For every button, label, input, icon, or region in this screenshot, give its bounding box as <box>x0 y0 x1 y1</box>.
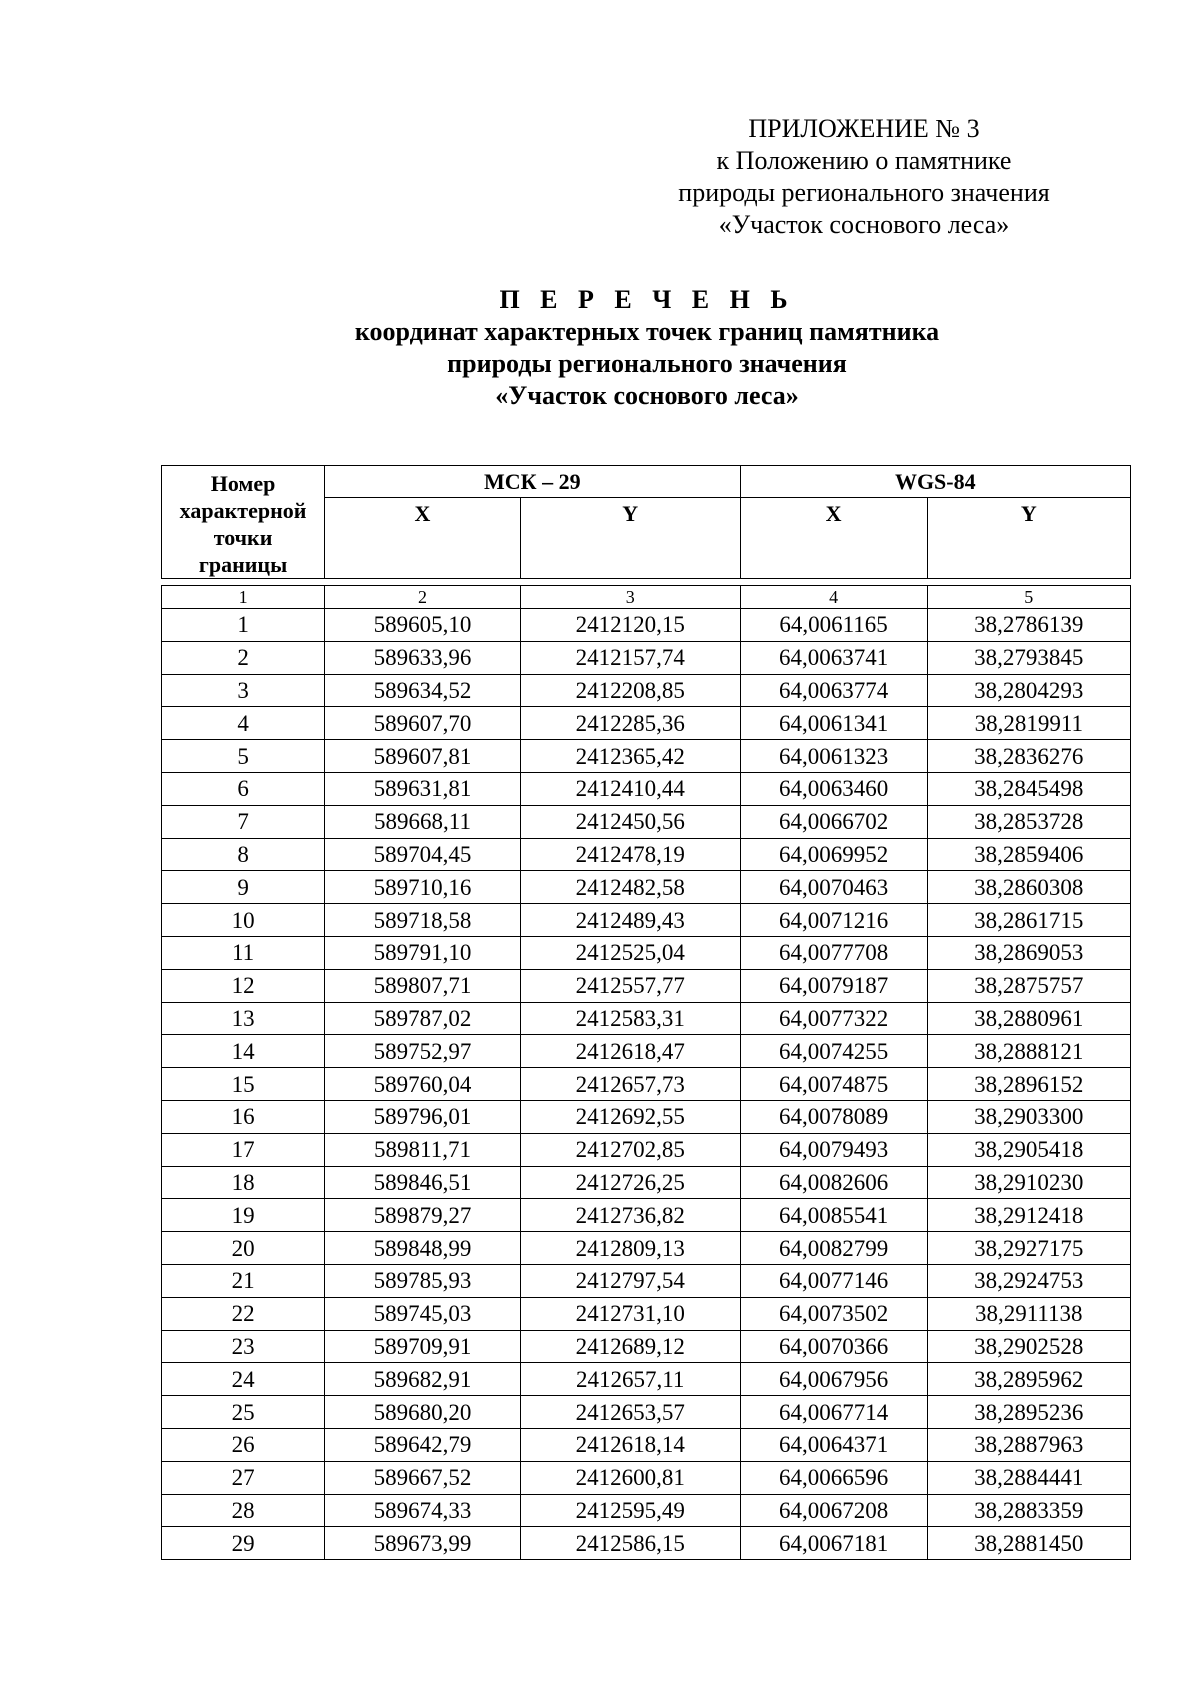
wgs-y-cell: 38,2888121 <box>927 1035 1130 1068</box>
wgs-y-cell: 38,2875757 <box>927 969 1130 1002</box>
column-index-row <box>162 586 1131 609</box>
wgs-x-cell: 64,0061165 <box>740 609 927 642</box>
table-row <box>162 1527 1131 1560</box>
wgs-x-cell: 64,0067714 <box>740 1396 927 1429</box>
msk-y-cell: 2412736,82 <box>520 1199 740 1232</box>
wgs-y-cell: 38,2880961 <box>927 1002 1130 1035</box>
title-line-2: координат характерных точек границ памятника <box>354 317 940 346</box>
wgs-x-cell: 64,0071216 <box>740 904 927 937</box>
wgs-x-cell: 64,0070366 <box>740 1330 927 1363</box>
table-row <box>162 1363 1131 1396</box>
msk-x-cell: 589791,10 <box>325 936 521 969</box>
msk-x-cell: 589785,93 <box>325 1264 521 1297</box>
point-number-cell: 3 <box>162 674 325 707</box>
msk-y-cell: 2412478,19 <box>520 838 740 871</box>
table-row <box>162 1396 1131 1429</box>
appendix-header <box>600 113 1128 241</box>
wgs-x-cell: 64,0074255 <box>740 1035 927 1068</box>
wgs-y-cell: 38,2853728 <box>927 805 1130 838</box>
wgs-y-cell: 38,2912418 <box>927 1199 1130 1232</box>
table-row <box>162 674 1131 707</box>
table-row <box>162 641 1131 674</box>
wgs-y-cell: 38,2881450 <box>927 1527 1130 1560</box>
msk-y-cell: 2412157,74 <box>520 641 740 674</box>
wgs-y-cell: 38,2927175 <box>927 1232 1130 1265</box>
point-number-cell: 23 <box>162 1330 325 1363</box>
wgs-x-cell: 64,0070463 <box>740 871 927 904</box>
table-row <box>162 1035 1131 1068</box>
wgs-y-cell: 38,2786139 <box>927 609 1130 642</box>
table-row <box>162 1494 1131 1527</box>
table-row <box>162 904 1131 937</box>
wgs-x-cell: 64,0066596 <box>740 1461 927 1494</box>
msk-y-cell: 2412600,81 <box>520 1461 740 1494</box>
wgs-y-cell: 38,2896152 <box>927 1068 1130 1101</box>
point-number-cell: 26 <box>162 1428 325 1461</box>
title-main: П Е Р Е Ч Е Н Ь <box>499 285 795 314</box>
point-number-cell: 11 <box>162 936 325 969</box>
wgs-y-cell: 38,2869053 <box>927 936 1130 969</box>
title-line-4: «Участок соснового леса» <box>495 381 799 410</box>
msk-x-cell: 589709,91 <box>325 1330 521 1363</box>
point-number-cell: 24 <box>162 1363 325 1396</box>
point-number-cell: 19 <box>162 1199 325 1232</box>
wgs-y-cell: 38,2910230 <box>927 1166 1130 1199</box>
point-number-cell: 25 <box>162 1396 325 1429</box>
msk-x-cell: 589605,10 <box>325 609 521 642</box>
msk-y-cell: 2412726,25 <box>520 1166 740 1199</box>
column-index: 4 <box>740 586 927 609</box>
wgs-x-cell: 64,0077322 <box>740 1002 927 1035</box>
msk-x-cell: 589752,97 <box>325 1035 521 1068</box>
point-number-cell: 20 <box>162 1232 325 1265</box>
wgs-x-cell: 64,0067208 <box>740 1494 927 1527</box>
msk-x-cell: 589760,04 <box>325 1068 521 1101</box>
msk-y-cell: 2412285,36 <box>520 707 740 740</box>
wgs-x-cell: 64,0063774 <box>740 674 927 707</box>
wgs-x-cell: 64,0061323 <box>740 740 927 773</box>
wgs-y-cell: 38,2860308 <box>927 871 1130 904</box>
table-row <box>162 1428 1131 1461</box>
wgs-x-cell: 64,0063741 <box>740 641 927 674</box>
wgs-y-cell: 38,2905418 <box>927 1133 1130 1166</box>
point-number-cell: 17 <box>162 1133 325 1166</box>
appendix-reference-line3: «Участок соснового леса» <box>718 210 1010 239</box>
table-row <box>162 1232 1131 1265</box>
table-row <box>162 1264 1131 1297</box>
wgs-x-cell: 64,0079187 <box>740 969 927 1002</box>
msk-x-cell: 589718,58 <box>325 904 521 937</box>
header-point-number-line4: границы <box>198 552 288 577</box>
msk-y-cell: 2412692,55 <box>520 1100 740 1133</box>
point-number-cell: 2 <box>162 641 325 674</box>
table-row <box>162 1461 1131 1494</box>
point-number-cell: 29 <box>162 1527 325 1560</box>
msk-x-cell: 589846,51 <box>325 1166 521 1199</box>
wgs-y-cell: 38,2845498 <box>927 772 1130 805</box>
msk-y-cell: 2412557,77 <box>520 969 740 1002</box>
wgs-y-cell: 38,2911138 <box>927 1297 1130 1330</box>
msk-y-cell: 2412595,49 <box>520 1494 740 1527</box>
wgs-y-cell: 38,2861715 <box>927 904 1130 937</box>
header-wgs-y: Y <box>927 498 1130 579</box>
msk-x-cell: 589796,01 <box>325 1100 521 1133</box>
table-row <box>162 1297 1131 1330</box>
msk-x-cell: 589745,03 <box>325 1297 521 1330</box>
wgs-y-cell: 38,2859406 <box>927 838 1130 871</box>
wgs-x-cell: 64,0082606 <box>740 1166 927 1199</box>
appendix-number: ПРИЛОЖЕНИЕ № 3 <box>748 114 980 143</box>
coordinates-table-header <box>161 465 1131 579</box>
msk-y-cell: 2412489,43 <box>520 904 740 937</box>
document-title <box>150 284 1144 412</box>
msk-y-cell: 2412583,31 <box>520 1002 740 1035</box>
wgs-x-cell: 64,0066702 <box>740 805 927 838</box>
msk-y-cell: 2412657,11 <box>520 1363 740 1396</box>
header-wgs-x: X <box>740 498 927 579</box>
table-row <box>162 969 1131 1002</box>
header-msk-x: X <box>325 498 521 579</box>
table-row <box>162 871 1131 904</box>
wgs-x-cell: 64,0078089 <box>740 1100 927 1133</box>
wgs-x-cell: 64,0067956 <box>740 1363 927 1396</box>
msk-y-cell: 2412657,73 <box>520 1068 740 1101</box>
point-number-cell: 14 <box>162 1035 325 1068</box>
msk-x-cell: 589634,52 <box>325 674 521 707</box>
column-index: 1 <box>162 586 325 609</box>
point-number-cell: 7 <box>162 805 325 838</box>
wgs-y-cell: 38,2895236 <box>927 1396 1130 1429</box>
msk-x-cell: 589668,11 <box>325 805 521 838</box>
title-line-3: природы регионального значения <box>447 349 847 378</box>
point-number-cell: 12 <box>162 969 325 1002</box>
msk-x-cell: 589710,16 <box>325 871 521 904</box>
wgs-x-cell: 64,0061341 <box>740 707 927 740</box>
point-number-cell: 28 <box>162 1494 325 1527</box>
table-row <box>162 1100 1131 1133</box>
wgs-x-cell: 64,0064371 <box>740 1428 927 1461</box>
point-number-cell: 5 <box>162 740 325 773</box>
wgs-y-cell: 38,2924753 <box>927 1264 1130 1297</box>
wgs-y-cell: 38,2895962 <box>927 1363 1130 1396</box>
column-index: 5 <box>927 586 1130 609</box>
msk-y-cell: 2412618,47 <box>520 1035 740 1068</box>
table-row <box>162 1133 1131 1166</box>
table-row <box>162 1330 1131 1363</box>
wgs-x-cell: 64,0067181 <box>740 1527 927 1560</box>
msk-x-cell: 589704,45 <box>325 838 521 871</box>
msk-y-cell: 2412809,13 <box>520 1232 740 1265</box>
wgs-x-cell: 64,0069952 <box>740 838 927 871</box>
msk-y-cell: 2412586,15 <box>520 1527 740 1560</box>
table-row <box>162 805 1131 838</box>
wgs-x-cell: 64,0073502 <box>740 1297 927 1330</box>
column-index: 2 <box>325 586 521 609</box>
msk-x-cell: 589673,99 <box>325 1527 521 1560</box>
table-row <box>162 609 1131 642</box>
appendix-reference: к Положению о памятнике <box>716 146 1012 175</box>
msk-y-cell: 2412365,42 <box>520 740 740 773</box>
wgs-x-cell: 64,0074875 <box>740 1068 927 1101</box>
msk-y-cell: 2412797,54 <box>520 1264 740 1297</box>
point-number-cell: 16 <box>162 1100 325 1133</box>
msk-x-cell: 589682,91 <box>325 1363 521 1396</box>
table-row <box>162 1166 1131 1199</box>
point-number-cell: 9 <box>162 871 325 904</box>
wgs-y-cell: 38,2883359 <box>927 1494 1130 1527</box>
header-point-number-line2: характерной <box>179 498 307 523</box>
wgs-x-cell: 64,0077708 <box>740 936 927 969</box>
wgs-y-cell: 38,2903300 <box>927 1100 1130 1133</box>
table-row <box>162 740 1131 773</box>
wgs-y-cell: 38,2884441 <box>927 1461 1130 1494</box>
wgs-x-cell: 64,0063460 <box>740 772 927 805</box>
msk-y-cell: 2412689,12 <box>520 1330 740 1363</box>
point-number-cell: 27 <box>162 1461 325 1494</box>
msk-y-cell: 2412410,44 <box>520 772 740 805</box>
point-number-cell: 10 <box>162 904 325 937</box>
wgs-y-cell: 38,2793845 <box>927 641 1130 674</box>
point-number-cell: 4 <box>162 707 325 740</box>
msk-y-cell: 2412208,85 <box>520 674 740 707</box>
msk-x-cell: 589633,96 <box>325 641 521 674</box>
point-number-cell: 22 <box>162 1297 325 1330</box>
msk-x-cell: 589607,70 <box>325 707 521 740</box>
coordinates-table <box>161 585 1131 1560</box>
msk-x-cell: 589667,52 <box>325 1461 521 1494</box>
table-row <box>162 1199 1131 1232</box>
point-number-cell: 8 <box>162 838 325 871</box>
msk-x-cell: 589674,33 <box>325 1494 521 1527</box>
msk-x-cell: 589848,99 <box>325 1232 521 1265</box>
msk-x-cell: 589787,02 <box>325 1002 521 1035</box>
header-point-number-line3: точки <box>213 525 273 550</box>
msk-x-cell: 589879,27 <box>325 1199 521 1232</box>
msk-y-cell: 2412731,10 <box>520 1297 740 1330</box>
msk-x-cell: 589807,71 <box>325 969 521 1002</box>
table-row <box>162 1068 1131 1101</box>
table-row <box>162 838 1131 871</box>
point-number-cell: 13 <box>162 1002 325 1035</box>
header-msk-29: МСК – 29 <box>325 466 740 498</box>
table-row <box>162 1002 1131 1035</box>
header-point-number-line1: Номер <box>210 471 276 496</box>
msk-x-cell: 589631,81 <box>325 772 521 805</box>
point-number-cell: 18 <box>162 1166 325 1199</box>
header-msk-y: Y <box>520 498 740 579</box>
msk-y-cell: 2412120,15 <box>520 609 740 642</box>
point-number-cell: 1 <box>162 609 325 642</box>
wgs-x-cell: 64,0077146 <box>740 1264 927 1297</box>
point-number-cell: 6 <box>162 772 325 805</box>
wgs-y-cell: 38,2836276 <box>927 740 1130 773</box>
msk-x-cell: 589680,20 <box>325 1396 521 1429</box>
msk-y-cell: 2412618,14 <box>520 1428 740 1461</box>
msk-y-cell: 2412525,04 <box>520 936 740 969</box>
column-index: 3 <box>520 586 740 609</box>
msk-x-cell: 589811,71 <box>325 1133 521 1166</box>
wgs-x-cell: 64,0079493 <box>740 1133 927 1166</box>
wgs-y-cell: 38,2804293 <box>927 674 1130 707</box>
msk-y-cell: 2412450,56 <box>520 805 740 838</box>
header-point-number <box>162 466 325 579</box>
wgs-y-cell: 38,2902528 <box>927 1330 1130 1363</box>
msk-x-cell: 589607,81 <box>325 740 521 773</box>
wgs-y-cell: 38,2887963 <box>927 1428 1130 1461</box>
wgs-y-cell: 38,2819911 <box>927 707 1130 740</box>
appendix-reference-line2: природы регионального значения <box>678 178 1050 207</box>
header-wgs-84: WGS-84 <box>740 466 1130 498</box>
coordinates-table-body <box>162 586 1131 1560</box>
wgs-x-cell: 64,0085541 <box>740 1199 927 1232</box>
msk-y-cell: 2412482,58 <box>520 871 740 904</box>
msk-y-cell: 2412653,57 <box>520 1396 740 1429</box>
table-row <box>162 772 1131 805</box>
msk-y-cell: 2412702,85 <box>520 1133 740 1166</box>
table-row <box>162 936 1131 969</box>
msk-x-cell: 589642,79 <box>325 1428 521 1461</box>
table-row <box>162 707 1131 740</box>
point-number-cell: 15 <box>162 1068 325 1101</box>
point-number-cell: 21 <box>162 1264 325 1297</box>
wgs-x-cell: 64,0082799 <box>740 1232 927 1265</box>
